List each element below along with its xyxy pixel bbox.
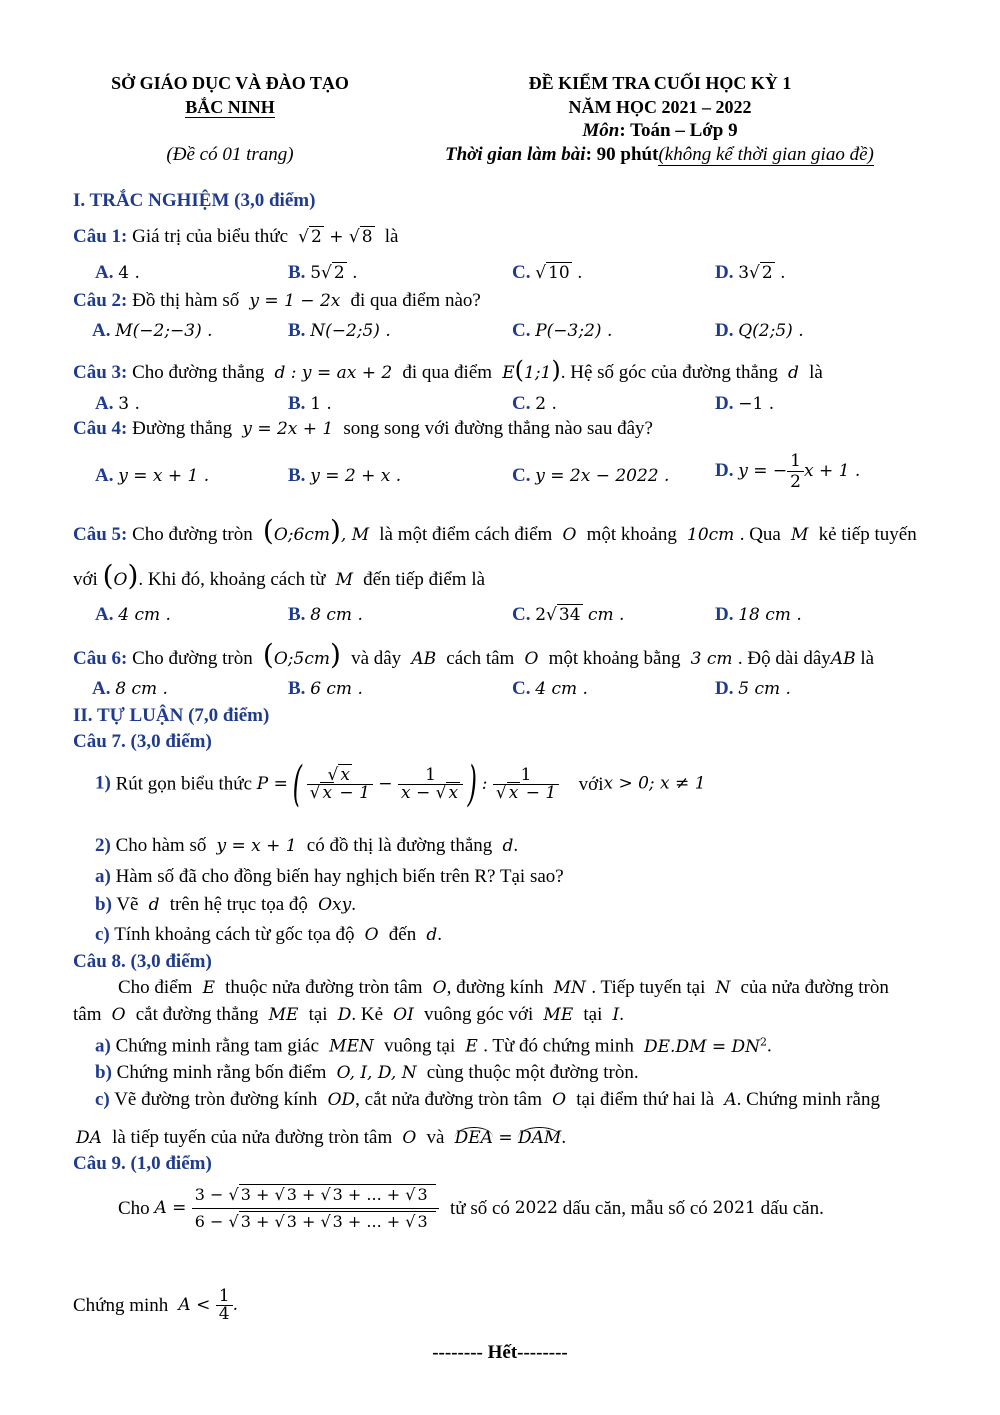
q7-c-text: Tính khoảng cách từ gốc tọa độ <box>114 924 355 945</box>
q6-tail: một khoảng bằng <box>548 648 681 669</box>
q2-text: Đồ thị hàm số <box>132 290 240 311</box>
q8-n: N <box>710 978 736 998</box>
q2-tail: đi qua điểm nào? <box>350 290 481 311</box>
q3-label: Câu 3: <box>73 362 128 383</box>
q8-i: I <box>607 1005 620 1025</box>
q8-o2: O <box>106 1005 131 1025</box>
q8-intro-line2: tâm O cắt đường thẳng ME tại D. Kẻ OI vuông góc với ME tại I. <box>73 1004 625 1025</box>
q5-line2a: với <box>73 569 98 590</box>
q6-option-a-label: A. <box>92 678 111 699</box>
q6-option-b: 6 cm . <box>310 679 363 699</box>
time-value: : 90 phút <box>585 144 659 165</box>
q4-label: Câu 4: <box>73 418 128 439</box>
q7-b-d: d <box>143 895 165 915</box>
q7-function: y = x + 1 <box>211 836 303 856</box>
q7-p2-tail: có đồ thị là đường thẳng <box>306 835 493 856</box>
q7-b-text: Vẽ <box>116 894 139 915</box>
q7-c-tail: đến <box>388 924 417 945</box>
q5-option-c: 2√ 34 cm . <box>535 605 625 625</box>
q1-expression: √ 2 + √ 8 <box>292 227 373 247</box>
q5-option-c-unit: cm . <box>587 605 625 625</box>
q3-text: Cho đường thẳng <box>132 362 265 383</box>
q5-line2b: . Khi đó, khoảng cách từ <box>138 569 326 590</box>
q4-option-d-label: D. <box>715 460 734 481</box>
q8-intro <box>118 977 889 999</box>
q3-tail: . Hệ số góc của đường thẳng <box>560 362 778 383</box>
q3-option-d-label: D. <box>715 393 734 414</box>
q3-option-c-label: C. <box>512 393 531 414</box>
q8-b-points: O, I, D, N <box>331 1063 422 1083</box>
q4-option-d: y = − $\frac{1}{2}$ x + 1 . <box>738 451 861 492</box>
q7-b-label: b) <box>95 894 112 915</box>
q8-c-mid2: tại điểm thứ hai là <box>576 1089 715 1110</box>
q2-function: y = 1 − 2x <box>244 291 346 311</box>
q6-text: Cho đường tròn <box>132 648 253 669</box>
q8-d: D <box>332 1005 352 1025</box>
time-line <box>445 144 874 166</box>
q7-p2-text: Cho hàm số <box>115 835 207 856</box>
q7-c-o: O <box>359 925 385 945</box>
q5-option-c-label: C. <box>512 604 531 625</box>
q2-option-a-label: A. <box>92 320 111 341</box>
q3-d: d <box>782 363 805 383</box>
question-5 <box>73 514 917 547</box>
department-name: SỞ GIÁO DỤC VÀ ĐÀO TẠO <box>111 73 349 93</box>
q2-label: Câu 2: <box>73 290 128 311</box>
q8-me: ME <box>263 1005 304 1025</box>
q9-den-count: 2021 <box>712 1198 756 1219</box>
q5-label: Câu 5: <box>73 524 128 545</box>
q9-tail2: dấu căn. <box>760 1197 824 1219</box>
q2-option-d-label: D. <box>715 320 734 341</box>
q8-part-b <box>95 1062 639 1084</box>
q9-mid: dấu căn, mẫu số có <box>562 1197 708 1219</box>
q7-p1-text: Rút gọn biểu thức <box>115 773 253 795</box>
q7-part2: 2) Cho hàm số y = x + 1 có đồ thị là đường thẳng d. <box>95 835 519 856</box>
q5-text: Cho đường tròn <box>132 524 253 545</box>
q8-c-o2: O <box>397 1128 422 1148</box>
q5-distance: 10cm <box>681 525 740 545</box>
q6-option-b-label: B. <box>288 678 306 699</box>
q8-a-formula: $DE.DM = DN^2$ <box>638 1035 768 1057</box>
q3-tail2: là <box>809 362 823 383</box>
q8-c-text: Vẽ đường tròn đường kính <box>114 1089 318 1110</box>
question-1 <box>73 226 398 248</box>
q8-part-c-line2: DA là tiếp tuyến của nửa đường tròn tâm O và DEA = DAM. <box>76 1127 567 1148</box>
q6-label: Câu 6: <box>73 648 128 669</box>
q2-option-b: N(−2;5) . <box>310 321 391 341</box>
question-3 <box>73 356 823 384</box>
q3-line: d : y = ax + 2 <box>269 363 398 383</box>
q4-text: Đường thẳng <box>132 418 233 439</box>
q6-circle: (O;5cm) <box>262 638 341 671</box>
q8-c-od: OD <box>322 1090 356 1110</box>
q9-prove <box>73 1288 238 1323</box>
q1-option-c-label: C. <box>512 262 531 283</box>
q8-intro3: , đường kính <box>446 977 544 998</box>
q5-option-a: 4 cm . <box>118 605 171 625</box>
school-year: NĂM HỌC 2021 – 2022 <box>568 97 752 117</box>
q2-option-a: M(−2;−3) . <box>115 321 213 341</box>
q5-option-d: 18 cm . <box>738 605 802 625</box>
q6-option-d-label: D. <box>715 678 734 699</box>
q4-tail: song song với đường thẳng nào sau đây? <box>343 418 653 439</box>
part2-title: II. TỰ LUẬN (7,0 điểm) <box>73 705 270 726</box>
q7-p2-label: 2) <box>95 835 111 856</box>
end-marker: -------- Hết-------- <box>432 1342 568 1363</box>
q1-option-d-label: D. <box>715 262 734 283</box>
q1-option-b-label: B. <box>288 262 306 283</box>
q8-c-label: c) <box>95 1089 110 1110</box>
q1-option-a: 4 . <box>118 263 140 283</box>
q8-c-a: A <box>718 1090 737 1110</box>
q9-inequality: A < $\frac{1}{4}$ . <box>173 1286 238 1324</box>
q8-c-line2: là tiếp tuyến của nửa đường tròn tâm <box>112 1127 393 1148</box>
q8-a-tail: . Từ đó chứng minh <box>483 1035 634 1057</box>
q5-m2: M <box>330 570 359 590</box>
q3-option-b-label: B. <box>288 393 306 414</box>
q7-part2c: c) Tính khoảng cách từ gốc tọa độ O đến d. <box>95 924 443 945</box>
q8-title: Câu 8. (3,0 điểm) <box>73 951 212 972</box>
q8-a-mid: vuông tại <box>384 1035 456 1057</box>
q9-expression: A = $\frac{3 - √ 3 + √ 3 + √ 3 + ... + √ 3}{6 - √ 3 + √ 3 + √ 3 + ... + √ 3}$ <box>154 1198 444 1218</box>
q6-dist: 3 cm <box>685 649 738 669</box>
q8-c-and: và <box>426 1127 445 1148</box>
q1-option-d: 3√ 2 . <box>738 263 786 283</box>
q9-text: Cho <box>118 1197 150 1219</box>
q8-intro5: của nửa đường tròn <box>740 977 889 998</box>
q5-line2c: đến tiếp điểm là <box>363 569 486 590</box>
q9-title: Câu 9. (1,0 điểm) <box>73 1153 212 1174</box>
q8-c-o: O <box>546 1090 572 1110</box>
q7-condition: x > 0; x ≠ 1 <box>603 773 706 794</box>
q6-tail2: . Độ dài dây <box>737 648 831 669</box>
q5-option-b: 8 cm . <box>310 605 363 625</box>
q7-a-label: a) <box>95 866 111 887</box>
q8-da: DA <box>76 1128 108 1148</box>
q7-title: Câu 7. (3,0 điểm) <box>73 731 212 752</box>
q4-option-a-label: A. <box>95 465 114 486</box>
q5-option-b-label: B. <box>288 604 306 625</box>
q8-b-tail: cùng thuộc một đường tròn. <box>426 1062 639 1083</box>
question-2 <box>73 290 481 312</box>
q6-mid2: cách tâm <box>446 648 515 669</box>
q1-option-a-label: A. <box>95 262 114 283</box>
q5-circle: (O;6cm), M <box>262 514 375 547</box>
question-5-line2 <box>73 559 485 592</box>
q6-o: O <box>519 649 544 669</box>
q8-intro6: tâm <box>73 1004 102 1025</box>
q6-ab2: AB <box>830 649 856 669</box>
q5-mid: là một điểm cách điểm <box>379 524 553 545</box>
q8-part-c <box>95 1089 880 1111</box>
question-6: Câu 6: Cho đường tròn (O;5cm) và dây AB cách tâm O một khoảng bằng 3 cm . Độ dài dâyAB là <box>73 638 875 671</box>
q3-option-a-label: A. <box>95 393 114 414</box>
time-note: (không kể thời gian giao đề) <box>658 144 874 165</box>
q6-option-d: 5 cm . <box>738 679 791 699</box>
q9-num-count: 2022 <box>514 1198 558 1219</box>
q9-expression-line <box>118 1182 824 1236</box>
province-name-text: BẮC NINH <box>185 97 275 117</box>
q8-mn: MN <box>548 978 592 998</box>
q4-option-c: y = 2x − 2022 . <box>535 466 670 486</box>
q8-men: MEN <box>323 1036 380 1057</box>
q2-option-d: Q(2;5) . <box>738 321 804 341</box>
q3-point: E(1;1) <box>496 356 561 384</box>
q7-d: d <box>497 836 514 856</box>
q5-option-a-label: A. <box>95 604 114 625</box>
q2-option-c: P(−3;2) . <box>535 321 613 341</box>
q8-intro10: vuông góc với <box>424 1004 534 1025</box>
q8-c-mid: , cắt nửa đường tròn tâm <box>355 1089 542 1110</box>
q4-option-a: y = x + 1 . <box>118 466 210 486</box>
q8-intro8: tại <box>308 1004 328 1025</box>
subject-value: : Toán – Lớp 9 <box>619 120 738 141</box>
q7-oxy: Oxy <box>312 895 352 915</box>
q8-intro4: . Tiếp tuyến tại <box>591 977 706 998</box>
q8-o: O <box>427 978 447 998</box>
q5-tail: . Qua <box>739 524 781 545</box>
q7-b-tail: trên hệ trục tọa độ <box>169 894 308 915</box>
q7-p1-label: 1) <box>95 772 111 794</box>
q2-option-c-label: C. <box>512 320 531 341</box>
q4-option-b: y = 2 + x . <box>310 466 402 486</box>
q8-intro1: Cho điểm <box>118 977 193 998</box>
q1-tail: là <box>384 226 399 247</box>
q8-oi: OI <box>387 1005 420 1025</box>
q8-me2: ME <box>538 1005 579 1025</box>
question-4 <box>73 418 653 440</box>
q7-part1 <box>95 756 706 812</box>
time-label: Thời gian làm bài <box>445 144 586 165</box>
q8-intro7: cắt đường thẳng <box>135 1004 259 1025</box>
q8-a-e: E <box>460 1036 484 1057</box>
q9-prove-text: Chứng minh <box>73 1295 169 1316</box>
q1-label: Câu 1: <box>73 226 128 247</box>
q5-mid2: một khoảng <box>586 524 677 545</box>
q7-expression: P =( $\frac{√ x}{√ x - 1}$ − $\frac{1}{x - √ x}$ ) : $\frac{1}{√ x - 1}$ <box>257 774 565 794</box>
q8-c-tail: . Chứng minh rằng <box>736 1089 880 1110</box>
q5-o: O <box>557 525 582 545</box>
q7-a-text: Hàm số đã cho đồng biến hay nghịch biến trên R? Tại sao? <box>115 866 564 887</box>
q3-mid: đi qua điểm <box>402 362 493 383</box>
q6-ab: AB <box>405 649 442 669</box>
province-name <box>80 97 380 118</box>
q7-c-label: c) <box>95 924 110 945</box>
q4-option-b-label: B. <box>288 465 306 486</box>
q3-option-b: 1 . <box>310 394 332 414</box>
q5-circle-o: (O) <box>102 559 139 592</box>
q7-part2b: b) Vẽ d trên hệ trục tọa độ Oxy. <box>95 894 356 915</box>
q8-angles: DEA = DAM <box>454 1128 562 1148</box>
q6-option-c-label: C. <box>512 678 531 699</box>
q1-text: Giá trị của biểu thức <box>132 226 289 247</box>
q8-e: E <box>197 978 221 998</box>
q1-option-c: √ 10 . <box>535 263 583 283</box>
q6-option-a: 8 cm . <box>115 679 168 699</box>
q2-option-b-label: B. <box>288 320 306 341</box>
q7-c-d: d <box>420 925 438 945</box>
exam-title: ĐỀ KIỂM TRA CUỐI HỌC KỲ 1 <box>528 73 792 93</box>
q8-intro11: tại <box>583 1004 603 1025</box>
q8-intro2: thuộc nửa đường tròn tâm <box>225 977 423 998</box>
q1-option-b: 5√ 2 . <box>310 263 358 283</box>
subject-line <box>450 120 870 142</box>
q4-option-c-label: C. <box>512 465 531 486</box>
q6-option-c: 4 cm . <box>535 679 588 699</box>
part1-title: I. TRẮC NGHIỆM (3,0 điểm) <box>73 190 316 211</box>
q8-intro9: . Kẻ <box>351 1004 384 1025</box>
q5-m: M <box>785 525 814 545</box>
q7-part2a <box>95 866 564 888</box>
subject-label: Môn <box>582 120 620 141</box>
q8-part-a: a) Chứng minh rằng tam giác MEN vuông tại E . Từ đó chứng minh $DE.DM = DN^2$. <box>95 1035 772 1057</box>
q5-option-d-label: D. <box>715 604 734 625</box>
q5-tail2: kẻ tiếp tuyến <box>818 524 917 545</box>
q7-p1-cond: với <box>578 773 604 795</box>
q4-line: y = 2x + 1 <box>236 419 339 439</box>
q3-option-d: −1 . <box>738 394 775 414</box>
q3-option-a: 3 . <box>118 394 140 414</box>
q8-b-label: b) <box>95 1062 112 1083</box>
q3-option-c: 2 . <box>535 394 557 414</box>
q8-a-label: a) <box>95 1035 111 1057</box>
q8-a-text: Chứng minh rằng tam giác <box>115 1035 320 1057</box>
q6-mid: và dây <box>351 648 402 669</box>
page-count-note: (Đề có 01 trang) <box>166 144 294 165</box>
q9-tail: tử số có <box>450 1197 510 1219</box>
q8-b-text: Chứng minh rằng bốn điểm <box>116 1062 327 1083</box>
